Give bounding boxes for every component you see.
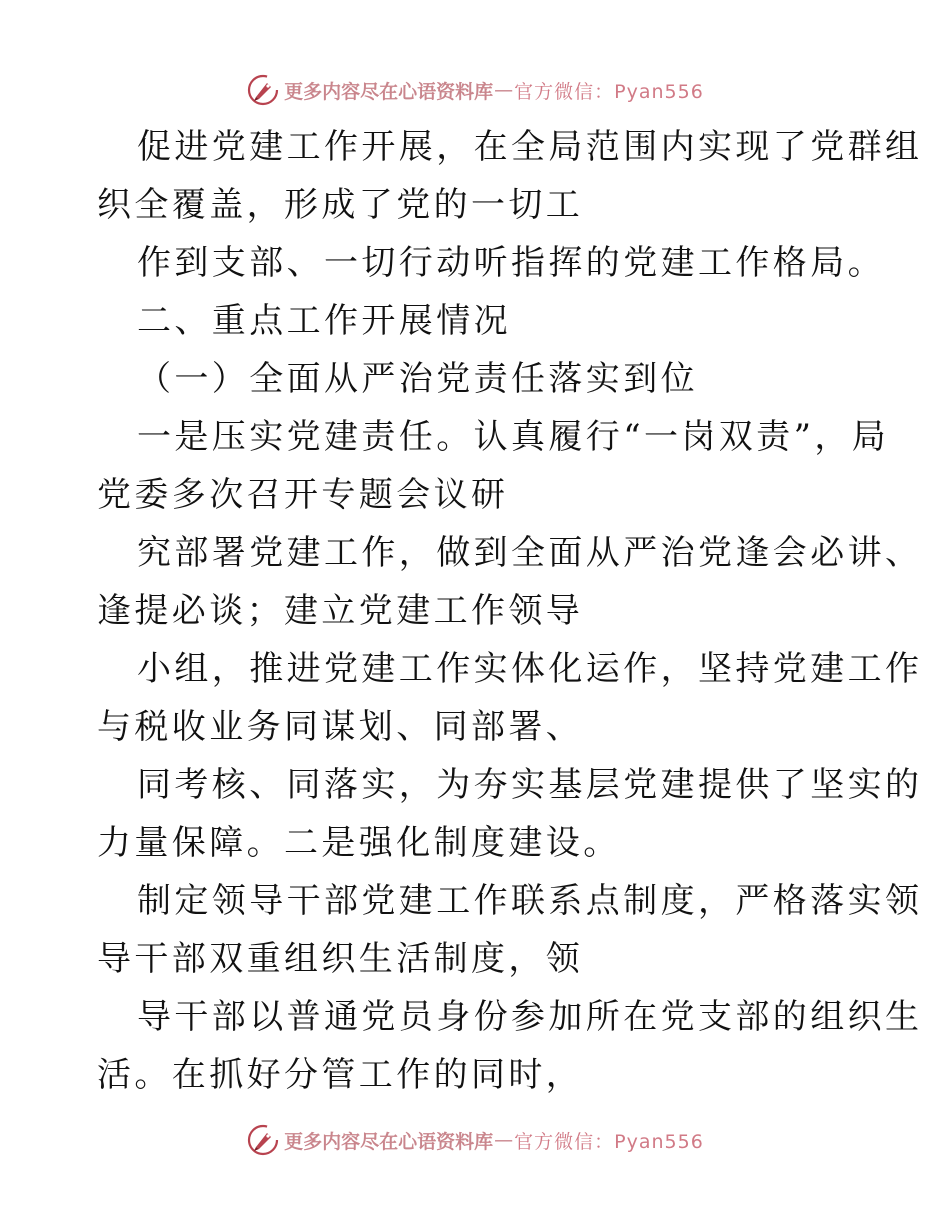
watermark-dash: — — [494, 1129, 514, 1151]
text-line: 同考核、同落实，为夯实基层党建提供了坚实的 — [137, 765, 923, 805]
watermark-dash: — — [494, 79, 514, 101]
watermark-contact: 官方微信：Pyan556 — [514, 80, 704, 103]
text-line: 制定领导干部党建工作联系点制度，严格落实领 — [137, 881, 923, 921]
section-heading: 二、重点工作开展情况 — [137, 301, 511, 341]
text-line: 与税收业务同谋划、同部署、 — [97, 707, 584, 747]
text-line: 逢提必谈；建立党建工作领导 — [97, 591, 584, 631]
text-line: 促进党建工作开展，在全局范围内实现了党群组 — [137, 127, 923, 167]
text-line: 活。在抓好分管工作的同时， — [97, 1055, 584, 1095]
text-line: 究部署党建工作，做到全面从严治党逢会必讲、 — [137, 533, 923, 573]
watermark-title: 更多内容尽在心语资料库 — [284, 80, 494, 103]
text-line: 导干部以普通党员身份参加所在党支部的组织生 — [137, 997, 923, 1037]
text-line: 织全覆盖，形成了党的一切工 — [97, 185, 584, 225]
text-line: 导干部双重组织生活制度，领 — [97, 939, 584, 979]
text-line: 党委多次召开专题会议研 — [97, 475, 509, 515]
text-line: 作到支部、一切行动听指挥的党建工作格局。 — [137, 243, 885, 283]
watermark-contact: 官方微信：Pyan556 — [514, 1130, 704, 1153]
subsection-heading: （一）全面从严治党责任落实到位 — [137, 359, 698, 399]
text-line: 小组，推进党建工作实体化运作，坚持党建工作 — [137, 649, 923, 689]
header-watermark — [0, 68, 950, 112]
pen-nib-logo-icon — [246, 73, 280, 107]
footer-watermark — [0, 1118, 950, 1162]
text-line: 力量保障。二是强化制度建设。 — [97, 823, 621, 863]
pen-nib-logo-icon — [246, 1123, 280, 1157]
watermark-title: 更多内容尽在心语资料库 — [284, 1130, 494, 1153]
text-line: 一是压实党建责任。认真履行“一岗双责”，局 — [137, 417, 890, 457]
